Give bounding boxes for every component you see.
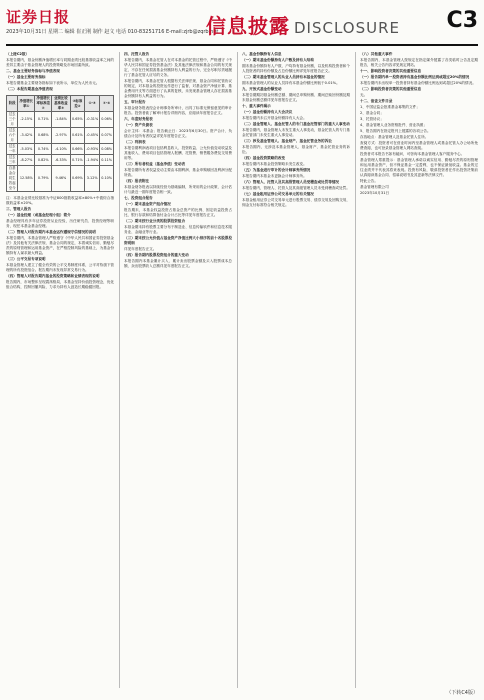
table-cell: -0.93% <box>85 144 100 155</box>
section-heading: （二）管理人对报告期内本基金运作遵规守信情况的说明 <box>6 230 96 234</box>
column-2 <box>124 52 232 688</box>
table-row <box>7 144 114 155</box>
section-heading: 十一、影响投资者决策的其他重要信息 <box>360 69 422 73</box>
column-1 <box>6 52 114 688</box>
paragraph: 本报告期内，无涉及本基金管理人、基金财产、基金托管业务的诉讼。 <box>242 145 350 154</box>
section-heading: （五）为基金进行审计的会计师事务所情况 <box>242 168 311 172</box>
section-heading: （二）基金管理人、基金托管人的专门基金托管部门的重大人事变动 <box>242 122 350 126</box>
section-heading: （一）基金经理（或基金经理小组）简介 <box>6 213 71 217</box>
section-heading: 二、基金主要财务指标与净值表现 <box>6 69 60 73</box>
table-cell: -3.42% <box>18 128 35 144</box>
section-heading: 十、重大事件揭示 <box>242 104 271 108</box>
paragraph: 投资者对本报告书如有疑问，可咨询本基金管理人客户服务中心。 <box>360 152 465 156</box>
section-title <box>206 10 400 39</box>
paragraph: 报告期末，本基金权益投资占基金总资产的比例、固定收益投资占比、银行存款和结算备付金合计占比等详见年度报告正文。 <box>124 208 232 217</box>
section-heading: （二）影响投资者决策的其他重要信息 <box>360 87 422 91</box>
table-cell: -4.10% <box>52 144 70 155</box>
paragraph: 注：本基金业绩比较基准为中证800指数收益率×80%+中债综合指数收益率×20%。 <box>6 196 114 205</box>
table-cell: 自基金合同生效起至今 <box>7 166 18 192</box>
section-heading: （二）期末基金管理人的从业人员持有本基金的情况 <box>242 75 325 79</box>
section-heading: 九、开放式基金份额变动 <box>242 87 282 91</box>
newspaper-logo: 证券日报 <box>6 8 71 26</box>
table-cell: 0.65% <box>70 112 85 128</box>
section-heading: （四）报表附注 <box>124 179 150 183</box>
table-header-cell: ①-③ <box>85 96 100 112</box>
paragraph: 本报告期内未出现单一投资者持有基金份额比例达到或超过20%的情况。 <box>360 81 476 85</box>
section-heading: （四）管理人对报告期内基金的投资策略和业绩表现的说明 <box>6 274 100 278</box>
paragraph: 基金管理人郑重提示：基金管理人承诺以诚实信用、勤勉尽责的原则管理和运用基金资产，但不保证基金一定盈利，也不保证最低收益。基金的过往业绩并不代表其将来表现。投资有风险，敬请投资者在作出投资决策前认真阅读基金合同、招募说明书及其更新等法律文件。 <box>360 158 478 177</box>
section-heading: 五、审计报告 <box>124 100 146 104</box>
table-cell: -0.31% <box>85 112 100 128</box>
table-cell: 0.82% <box>35 155 52 166</box>
paragraph: 特此公告。 <box>360 179 378 183</box>
paragraph: 本报告期内，基金份额净值增长率与同期业绩比较基准收益率之间的差异主要由于基金管理人的投资策略及市场因素所致。 <box>6 58 114 67</box>
publication-info: 2023年10月31日 星期二 编辑 崔正刚 制作 赵文 电话 010-83251716 E-mail:zjrb@zqrb.net <box>6 29 219 35</box>
paragraph: 本报告期内，本基金托管人在对本基金的托管过程中，严格遵守《中华人民共和国证券投资基金法》及其他法律法规和基金合同的有关规定，不存在任何损害基金份额持有人利益的行为，完全尽职尽责地履行了基金托管人应尽的义务。 <box>124 58 232 77</box>
column-divider <box>237 52 238 688</box>
table-cell: -0.45% <box>85 128 100 144</box>
section-heading: 八、基金份额持有人信息 <box>242 52 282 56</box>
page-number: C3 <box>446 8 478 33</box>
paragraph: 本报告期内，本基金管理人按规定在指定媒介披露了各类临时公告及定期报告，相关公告内容详见规定网站。 <box>360 58 478 67</box>
paragraph: 期末基金管理人的从业人员持有本基金份额比例低于0.01%。 <box>242 81 340 85</box>
section-heading: （三）所有者权益（基金净值）变动表 <box>124 162 186 166</box>
section-heading: （七）基金租用证券公司交易单元的有关情况 <box>242 192 314 196</box>
section-heading: （八）其他重大事件 <box>360 52 393 56</box>
table-row <box>7 166 114 192</box>
table-row <box>7 128 114 144</box>
table-header-cell: 净值增长率① <box>18 96 35 112</box>
section-title-cn: 信息披露 <box>206 14 290 38</box>
paragraph: 本基金期末持有股票主要分布于制造业、信息传输软件和信息技术服务业、金融业等行业。 <box>124 225 232 234</box>
table-cell: -2.15% <box>18 112 35 128</box>
section-heading: （一）报告期内单一投资者持有基金份额比例达到或超过20%的情况 <box>360 75 470 79</box>
paragraph: 本报告期内，本基金托管人根据有关法律法规、基金合同和托管协议的规定，对本基金的投资运作进行了监督，对基金资产净值计算、基金费用开支等方面进行了认真的复核，未发现基金管理人存在损害基金份额持有人利益的行为。 <box>124 79 232 98</box>
table-cell: 0.61% <box>70 128 85 144</box>
section-heading: （四）报告期内股票投资组合的重大变动 <box>124 253 189 257</box>
table-cell: 过去一年 <box>7 144 18 155</box>
paragraph: 本报告期所有者权益变动主要由本期利润、基金申购赎回及利润分配所致。 <box>124 168 232 177</box>
table-cell: 过去六个月 <box>7 128 18 144</box>
paragraph: 本报告期期初基金份额总额、期间总申购份额、期间总赎回份额及期末基金份额总额详见年度报告正文。 <box>242 93 350 102</box>
section-title-en: DISCLOSURE <box>294 19 400 37</box>
paragraph: 无。 <box>360 93 368 97</box>
section-heading: 六、年度财务报表 <box>124 117 153 121</box>
section-heading: （二）利润表 <box>124 140 146 144</box>
table-header-row <box>7 96 114 112</box>
nav-performance-table <box>6 95 114 192</box>
table-cell: -5.03% <box>18 144 35 155</box>
section-heading: 三、管理人报告 <box>6 207 32 211</box>
table-row <box>7 155 114 166</box>
paragraph: 本基金管理人建立了健全有效的公平交易制度体系，公平对待旗下管理的所有投资组合。报告期内未发现异常交易行为。 <box>6 263 114 272</box>
table-cell: -6.33% <box>52 155 70 166</box>
paragraph: 报告期内，市场整体呈现震荡格局，本基金坚持价值投资理念，优化组合结构，控制回撤风险，力求为持有人创造长期稳健回报。 <box>6 280 114 289</box>
paragraph: 本报告期内，本基金管理人严格遵守《中华人民共和国证券投资基金法》及其他有关法律法规、基金合同的规定，本着诚实信用、勤勉尽责的原则管理和运用基金资产，在严格控制风险的基础上，为基金份额持有人谋求最大利益。 <box>6 236 114 255</box>
paragraph: 基金经理具有多年证券投资从业经验，历任研究员、投资经理等职务，现任本基金基金经理。 <box>6 219 114 228</box>
section-heading: 十二、备查文件目录 <box>360 99 393 103</box>
table-cell: 0.08% <box>100 144 114 155</box>
paragraph: 查阅方式：投资者可在营业时间内至基金管理人或基金托管人办公场所免费查阅，也可登录基金管理人网站查阅。 <box>360 141 478 150</box>
paragraph: 4、基金管理人业务资格批件、营业执照； <box>360 123 427 127</box>
section-heading: （一）资产负债表 <box>124 123 153 127</box>
paragraph: 本报告期内本基金未更换会计师事务所。 <box>242 174 307 178</box>
paragraph: 期末基金份额持有人户数、户均持有基金份额，以及机构投资者和个人投资者的持有份额及占总份额比例详见年度报告正文。 <box>242 64 350 73</box>
table-cell: 0.06% <box>100 112 114 128</box>
column-divider <box>119 52 120 688</box>
section-heading: （一）期末基金资产组合情况 <box>124 202 171 206</box>
section-heading: （三）期末按公允价值占基金资产净值比例大小排序的前十名股票投资明细 <box>124 236 232 245</box>
section-heading: （一）基金主要财务指标 <box>6 75 46 79</box>
table-cell: 0.79% <box>35 166 52 192</box>
table-cell: 0.69% <box>70 166 85 192</box>
table-header-cell: 业绩比较基准收益率③ <box>52 96 70 112</box>
column-1-intro <box>6 58 114 92</box>
paragraph: 2023年10月31日 <box>360 191 390 195</box>
section-heading: （四）基金投资策略的改变 <box>242 156 286 160</box>
continuation-note: （上接C2版） <box>6 52 30 56</box>
table-cell: 0.71% <box>35 112 52 128</box>
section-heading: （二）本报告期基金净值表现 <box>6 87 53 91</box>
paragraph: 本报告期内未召开基金份额持有人大会。 <box>242 116 307 120</box>
paragraph: 基金管理有限公司 <box>360 185 389 189</box>
table-cell: -1.84% <box>52 112 70 128</box>
table-row <box>7 112 114 128</box>
table-header-cell: ②-④ <box>100 96 114 112</box>
table-cell: 9.46% <box>52 166 70 192</box>
masthead <box>6 6 478 46</box>
section-heading: （三）涉及基金管理人、基金财产、基金托管业务的诉讼 <box>242 139 332 143</box>
paragraph: 本报告期利润表项目包括利息收入、投资收益、公允价值变动收益及其他收入，费用项目包括管理人报酬、托管费、销售服务费及交易费用等。 <box>124 146 232 160</box>
table-cell: 0.68% <box>35 128 52 144</box>
paragraph: 本报告期内本基金投资策略未发生改变。 <box>242 162 307 166</box>
paragraph: 本基金财务报表以持续经营为基础编制，所采用的会计政策、会计估计与最近一期年度报告相一致。 <box>124 185 232 194</box>
column-1-body <box>6 196 114 290</box>
section-heading: （一）期末基金份额持有人户数及持有人结构 <box>242 58 314 62</box>
paragraph: 5、报告期内在指定报刊上披露的各项公告。 <box>360 129 431 133</box>
paragraph: 本报告期内本基金累计买入、累计卖出股票金额及买入股票成本总额、卖出股票收入总额详见年度报告正文。 <box>124 259 232 268</box>
section-heading: （二）期末按行业分类的股票投资组合 <box>124 219 186 223</box>
table-header-cell: 阶段 <box>7 96 18 112</box>
paragraph: 3、托管协议； <box>360 117 384 121</box>
paragraph: 本报告期内，基金管理人未发生重大人事变动，基金托管人的专门基金托管部门未发生重大人事变动。 <box>242 128 350 137</box>
paragraph: 1、中国证监会批准基金募集的文件； <box>360 105 420 109</box>
table-header-cell: ③标准差④ <box>70 96 85 112</box>
table-body <box>7 112 114 192</box>
table-cell: 0.10% <box>100 166 114 192</box>
paragraph: 会计主体：本基金；报告截止日：2023年6月30日。资产合计、负债合计及所有者权益详见年度报告正文。 <box>124 129 232 138</box>
table-header-cell: 净值增长率标准差② <box>36 96 51 110</box>
table-cell: 3.12% <box>85 166 100 192</box>
paragraph: 详见年度报告正文。 <box>124 247 157 251</box>
paragraph: 本报告期基金主要财务指标如下表所示，单位为人民币元。 <box>6 81 100 85</box>
column-3 <box>242 52 350 688</box>
table-cell: 12.58% <box>18 166 35 192</box>
section-heading: （六）管理人、托管人及其高级管理人员受稽查或处罚等情况 <box>242 180 340 184</box>
paragraph: 2、基金合同； <box>360 111 384 115</box>
table-cell: 0.11% <box>100 155 114 166</box>
table-cell: 0.71% <box>70 155 85 166</box>
table-cell: 0.07% <box>100 128 114 144</box>
paragraph: 本基金财务报表经会计师事务所审计，出具了标准无保留意见的审计报告。投资者欲了解审计报告详细内容，应阅读年度报告正文。 <box>124 106 232 115</box>
section-heading: 七、投资组合报告 <box>124 196 153 200</box>
paragraph: 本报告期内，管理人、托管人及其高级管理人员未受到稽查或处罚。 <box>242 186 350 190</box>
section-heading: （一）基金份额持有人大会决议 <box>242 110 293 114</box>
section-heading: （三）公平交易专项说明 <box>6 257 46 261</box>
section-heading: 四、托管人报告 <box>124 52 150 56</box>
table-cell: 0.66% <box>70 144 85 155</box>
table-cell: 0.74% <box>35 144 52 155</box>
table-cell: 过去三年 <box>7 155 18 166</box>
continued-note: （下转C4版） <box>446 690 478 696</box>
table-cell: -2.97% <box>52 128 70 144</box>
paragraph: 本基金租用证券公司交易单元进行股票交易、债券交易及回购交易，佣金支付标准符合相关规定。 <box>242 198 350 207</box>
column-divider <box>355 52 356 688</box>
table-cell: -8.27% <box>18 155 35 166</box>
table-cell: 过去三个月 <box>7 112 18 128</box>
paragraph: 存放地点：基金管理人及基金托管人住所。 <box>360 135 429 139</box>
table-cell: -1.94% <box>85 155 100 166</box>
column-4 <box>360 52 478 688</box>
